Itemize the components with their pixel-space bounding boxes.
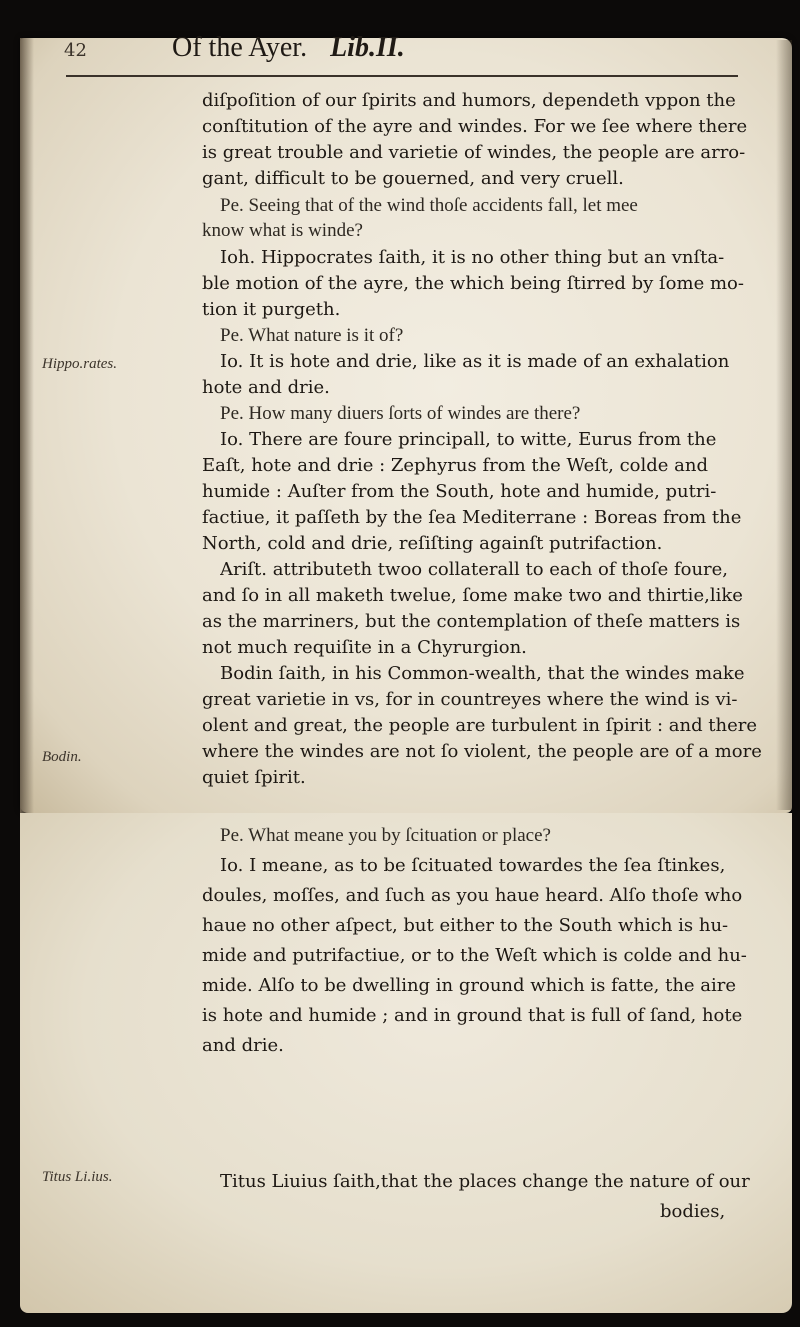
text-line: hote and drie.: [202, 377, 330, 398]
text-line: humide : Auſter from the South, hote and humide, putri-: [202, 481, 717, 502]
text-line: ble motion of the ayre, the which being ſtirred by ſome mo-: [202, 273, 744, 294]
text-line: doules, moſſes, and ſuch as you haue heard. Alſo thoſe who: [202, 885, 743, 906]
text-body: [20, 38, 792, 813]
text-line: quiet ſpirit.: [202, 767, 306, 788]
margin-note: Hippo.rates.: [42, 356, 117, 372]
margin-note: Titus Li.ius.: [42, 1169, 113, 1185]
book-page-lower: [20, 813, 792, 1313]
text-line: bodies,: [660, 1201, 726, 1222]
book-page: [20, 32, 792, 813]
text-line: haue no other aſpect, but either to the South which is hu-: [202, 915, 729, 936]
running-head-book: Lib.II.: [330, 32, 405, 63]
text-line: Ioh. Hippocrates ſaith, it is no other thing but an vnſta-: [220, 247, 725, 268]
text-line: as the marriners, but the contemplation of theſe matters is: [202, 611, 741, 632]
page-edge-shadow: [776, 40, 792, 810]
margin-note: Bodin.: [42, 749, 82, 765]
text-line: North, cold and drie, reſiſting againſt putrifaction.: [202, 533, 663, 554]
text-line: Pe. How many diuers ſorts of windes are there?: [220, 403, 581, 424]
page-number: 42: [64, 40, 87, 61]
text-line: Io. It is hote and drie, like as it is made of an exhalation: [220, 351, 730, 372]
text-line: and drie.: [202, 1035, 284, 1056]
text-line: Pe. What meane you by ſcituation or place?: [220, 825, 551, 846]
text-line: is hote and humide ; and in ground that is full of ſand, hote: [202, 1005, 743, 1026]
text-line: Titus Liuius ſaith,that the places change the nature of our: [220, 1171, 750, 1192]
text-line: Pe. What nature is it of?: [220, 325, 404, 346]
text-line: Io. I meane, as to be ſcituated towardes the ſea ſtinkes,: [220, 855, 726, 876]
text-line: Eaſt, hote and drie : Zephyrus from the Weſt, colde and: [202, 455, 708, 476]
text-line: not much requiſite in a Chyrurgion.: [202, 637, 527, 658]
text-line: mide. Alſo to be dwelling in ground which is fatte, the aire: [202, 975, 737, 996]
text-line: Pe. Seeing that of the wind thoſe accidents fall, let mee: [220, 195, 638, 216]
page-gutter-shadow: [20, 38, 34, 813]
text-line: factiue, it paſſeth by the ſea Mediterrane : Boreas from the: [202, 507, 742, 528]
text-line: tion it purgeth.: [202, 299, 341, 320]
text-line: is great trouble and varietie of windes, the people are arro-: [202, 142, 746, 163]
text-line: great varietie in vs, for in countreyes where the wind is vi-: [202, 689, 738, 710]
text-line: olent and great, the people are turbulent in ſpirit : and there: [202, 715, 758, 736]
text-line: know what is winde?: [202, 220, 363, 241]
text-line: mide and putrifactiue, or to the Weſt which is colde and hu-: [202, 945, 747, 966]
text-line: Ariſt. attributeth twoo collaterall to each of thoſe foure,: [220, 559, 729, 580]
text-line: Bodin ſaith, in his Common-wealth, that the windes make: [220, 663, 745, 684]
text-line: diſpoſition of our ſpirits and humors, dependeth vppon the: [202, 90, 736, 111]
text-line: where the windes are not ſo violent, the people are of a more: [202, 741, 762, 762]
text-line: conſtitution of the ayre and windes. For we ſee where there: [202, 116, 748, 137]
text-line: Io. There are foure principall, to witte, Eurus from the: [220, 429, 717, 450]
text-line: and ſo in all maketh twelue, ſome make two and thirtie,like: [202, 585, 743, 606]
running-head-title: Of the Ayer.: [172, 32, 308, 63]
text-line: gant, difficult to be gouerned, and very cruell.: [202, 168, 624, 189]
